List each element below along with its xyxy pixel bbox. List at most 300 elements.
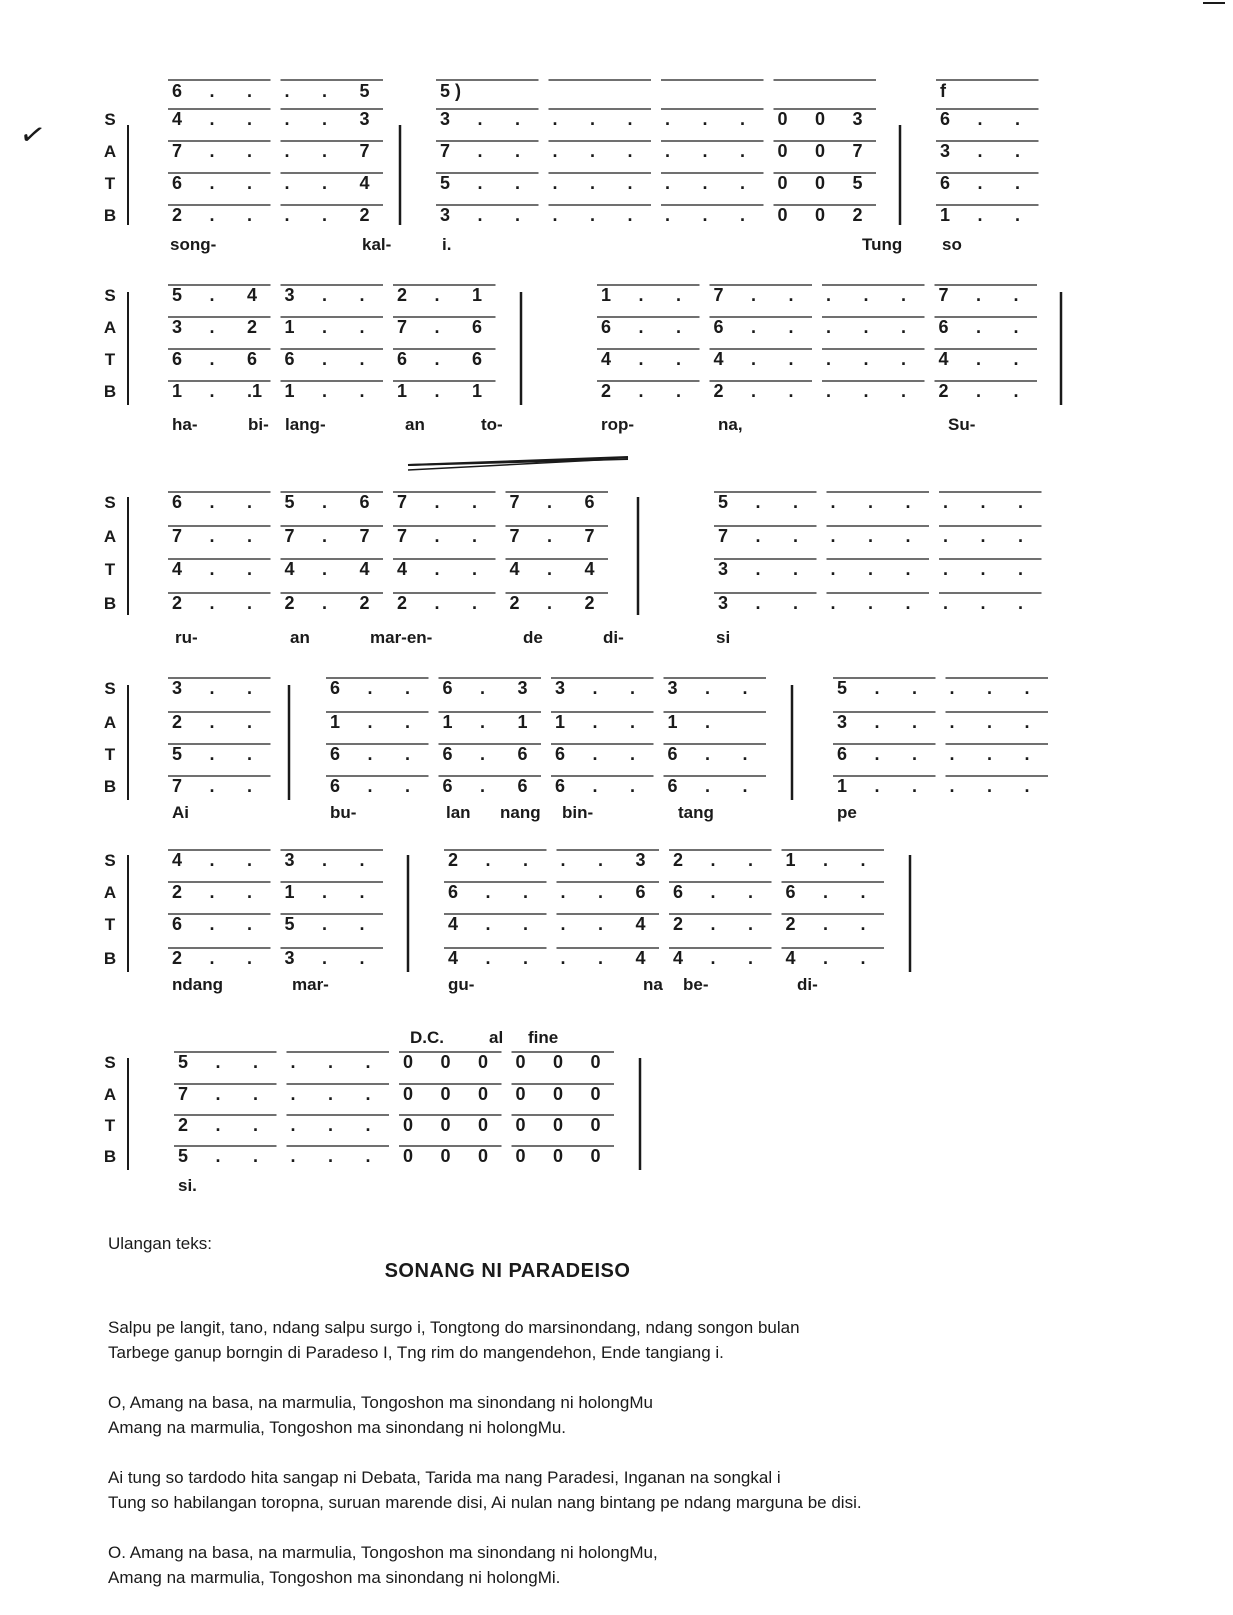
lyric-syllable: be- — [683, 975, 709, 994]
rest-dot: . — [209, 141, 215, 161]
note-b: 1 — [837, 776, 848, 796]
note-t: 4 — [359, 173, 370, 193]
rest-dot: . — [740, 141, 746, 161]
direction-text: al — [489, 1028, 504, 1047]
lyric-syllable: Tung — [862, 235, 903, 254]
rest-dot: . — [598, 914, 604, 934]
rest-dot: . — [247, 914, 253, 934]
note-b: 1 — [472, 381, 483, 401]
note-s: 6 — [584, 492, 595, 512]
rest-dot: . — [209, 526, 215, 546]
voice-label-b: B — [103, 594, 117, 613]
rest-dot: . — [863, 285, 869, 305]
rest-dot: . — [740, 173, 746, 193]
rest-dot: . — [290, 1146, 296, 1166]
rest-dot: . — [987, 744, 993, 764]
note-s: 3 — [852, 109, 863, 129]
rest-dot: . — [638, 349, 644, 369]
note-a: 0 — [478, 1084, 489, 1104]
rest-dot: . — [322, 81, 328, 101]
rest-dot: . — [322, 317, 328, 337]
rest-dot: . — [284, 81, 290, 101]
rest-dot: . — [793, 526, 799, 546]
rest-dot: . — [547, 492, 553, 512]
note-t: 5 — [172, 744, 183, 764]
rest-dot: . — [359, 882, 365, 902]
note-b: 2 — [359, 205, 370, 225]
voice-label-s: S — [104, 679, 116, 698]
lyric-syllable: ha- — [172, 415, 198, 434]
rest-dot: . — [560, 948, 566, 968]
rest-dot: . — [209, 744, 215, 764]
lyric-syllable: na, — [718, 415, 743, 434]
direction-text: fine — [528, 1028, 559, 1047]
rest-dot: . — [976, 317, 982, 337]
note-b: 3 — [718, 593, 729, 613]
note-t: 4 — [172, 559, 183, 579]
voice-label-t: T — [104, 350, 116, 369]
voice-label-s: S — [104, 110, 116, 129]
rest-dot: . — [359, 914, 365, 934]
rest-dot: . — [755, 492, 761, 512]
rest-dot: . — [676, 349, 682, 369]
rest-dot: . — [322, 285, 328, 305]
note-a: 3 — [172, 317, 183, 337]
rest-dot: . — [630, 678, 636, 698]
note-b: 1 — [284, 381, 295, 401]
lyric-syllable: lan — [446, 803, 471, 822]
rest-dot: . — [627, 205, 633, 225]
rest-dot: . — [1018, 559, 1024, 579]
note-t: 0 — [553, 1115, 564, 1135]
rest-dot: . — [1013, 317, 1019, 337]
rest-dot: . — [630, 776, 636, 796]
rest-dot: . — [405, 776, 411, 796]
note-t: 4 — [509, 559, 520, 579]
note-a: 6 — [713, 317, 724, 337]
note-s: 7 — [509, 492, 520, 512]
note-t: 4 — [397, 559, 408, 579]
rest-dot: . — [598, 882, 604, 902]
note-a: 6 — [673, 882, 684, 902]
rest-dot: . — [590, 109, 596, 129]
rest-dot: . — [322, 526, 328, 546]
note-b: 3 — [284, 948, 295, 968]
rest-dot: . — [284, 109, 290, 129]
lyric-syllable: si. — [178, 1176, 197, 1195]
rest-dot: . — [987, 712, 993, 732]
note-t: 6 — [172, 173, 183, 193]
rest-dot: . — [209, 205, 215, 225]
rest-dot: . — [638, 317, 644, 337]
rest-dot: . — [1024, 678, 1030, 698]
rest-dot: . — [472, 526, 478, 546]
rest-dot: . — [755, 593, 761, 613]
note-a: 0 — [553, 1084, 564, 1104]
rest-dot: . — [980, 492, 986, 512]
rest-dot: . — [830, 559, 836, 579]
voice-label-s: S — [104, 286, 116, 305]
note-top: 6 — [172, 81, 183, 101]
note-a: 6 — [635, 882, 646, 902]
rest-dot: . — [515, 205, 521, 225]
note-t: 3 — [718, 559, 729, 579]
note-s: 2 — [448, 850, 459, 870]
rest-dot: . — [1015, 141, 1021, 161]
rest-dot: . — [949, 712, 955, 732]
rest-dot: . — [788, 285, 794, 305]
rest-dot: . — [405, 678, 411, 698]
note-a: 2 — [172, 712, 183, 732]
rest-dot: . — [365, 1084, 371, 1104]
rest-dot: . — [322, 559, 328, 579]
lyric-syllable: song- — [170, 235, 217, 254]
stanza — [108, 1390, 1208, 1440]
rest-dot: . — [627, 109, 633, 129]
rest-dot: . — [515, 141, 521, 161]
rest-dot: . — [209, 317, 215, 337]
rest-dot: . — [209, 948, 215, 968]
note-t: 6 — [837, 744, 848, 764]
note-t: 6 — [330, 744, 341, 764]
note-a: 1 — [555, 712, 566, 732]
note-b: 2 — [359, 593, 370, 613]
note-t: 6 — [247, 349, 258, 369]
note-a: 1 — [284, 882, 295, 902]
note-a: 0 — [403, 1084, 414, 1104]
note-s: 1 — [472, 285, 483, 305]
note-b: 0 — [777, 205, 788, 225]
lyric-syllable: mar- — [292, 975, 329, 994]
note-a: 1 — [284, 317, 295, 337]
rest-dot: . — [560, 914, 566, 934]
note-b: 2 — [172, 948, 183, 968]
lyric-syllable: di- — [797, 975, 818, 994]
rest-dot: . — [751, 285, 757, 305]
rest-dot: . — [1015, 109, 1021, 129]
rest-dot: . — [247, 559, 253, 579]
rest-dot: . — [322, 593, 328, 613]
rest-dot: . — [480, 776, 486, 796]
rest-dot: . — [552, 173, 558, 193]
rest-dot: . — [328, 1052, 334, 1072]
rest-dot: . — [290, 1052, 296, 1072]
lyric-syllable: pe — [837, 803, 857, 822]
rest-dot: . — [367, 744, 373, 764]
rest-dot: . — [328, 1084, 334, 1104]
rest-dot: . — [247, 850, 253, 870]
rest-dot: . — [1018, 492, 1024, 512]
note-t: 0 — [478, 1115, 489, 1135]
lyric-syllable: kal- — [362, 235, 392, 254]
rest-dot: . — [209, 559, 215, 579]
rest-dot: . — [215, 1146, 221, 1166]
rest-dot: . — [751, 317, 757, 337]
voice-label-s: S — [104, 851, 116, 870]
rest-dot: . — [552, 205, 558, 225]
voice-label-b: B — [103, 777, 117, 796]
rest-dot: . — [247, 678, 253, 698]
lyric-syllable: bin- — [562, 803, 594, 822]
lyric-line: Salpu pe langit, tano, ndang salpu surgo i, Tongtong do marsinondang, ndang songon bulan — [108, 1318, 800, 1337]
note-s: 5 — [718, 492, 729, 512]
note-t: 6 — [172, 349, 183, 369]
note-s: 0 — [478, 1052, 489, 1072]
note-b: 2 — [601, 381, 612, 401]
rest-dot: . — [247, 81, 253, 101]
rest-dot: . — [980, 593, 986, 613]
lyric-syllable: lang- — [285, 415, 326, 434]
note-b: 4 — [448, 948, 459, 968]
rest-dot: . — [826, 317, 832, 337]
lyric-syllable: Su- — [948, 415, 976, 434]
note-s: 4 — [172, 109, 183, 129]
note-t: 4 — [635, 914, 646, 934]
rest-dot: . — [874, 744, 880, 764]
rest-dot: . — [630, 744, 636, 764]
rest-dot: . — [748, 914, 754, 934]
rest-dot: . — [367, 712, 373, 732]
rest-dot: . — [515, 173, 521, 193]
note-t: 6 — [940, 173, 951, 193]
voice-label-t: T — [104, 560, 116, 579]
rest-dot: . — [284, 141, 290, 161]
note-b: 1 — [940, 205, 951, 225]
rest-dot: . — [740, 109, 746, 129]
repeat-text-label: Ulangan teks: — [108, 1234, 212, 1253]
rest-dot: . — [1015, 205, 1021, 225]
note-t: 0 — [515, 1115, 526, 1135]
rest-dot: . — [485, 914, 491, 934]
rest-dot: . — [705, 712, 711, 732]
note-a: 0 — [515, 1084, 526, 1104]
note-b: 0 — [440, 1146, 451, 1166]
note-a: 6 — [785, 882, 796, 902]
note-a: 6 — [448, 882, 459, 902]
rest-dot: . — [740, 205, 746, 225]
lyric-syllable: ndang — [172, 975, 223, 994]
check-mark-icon: ✓ — [16, 116, 49, 155]
note-t: 2 — [785, 914, 796, 934]
rest-dot: . — [901, 285, 907, 305]
rest-dot: . — [638, 381, 644, 401]
lyric-syllable: de — [523, 628, 543, 647]
rest-dot: . — [523, 948, 529, 968]
rest-dot: . — [359, 317, 365, 337]
rest-dot: . — [751, 381, 757, 401]
lyric-syllable: ru- — [175, 628, 198, 647]
rest-dot: . — [638, 285, 644, 305]
rest-dot: . — [209, 776, 215, 796]
rest-dot: . — [627, 141, 633, 161]
rest-dot: . — [247, 141, 253, 161]
rest-dot: . — [359, 285, 365, 305]
rest-dot: . — [901, 381, 907, 401]
note-s: 4 — [247, 285, 258, 305]
note-a: 3 — [940, 141, 951, 161]
note-a: 2 — [247, 317, 258, 337]
note-b: 6 — [442, 776, 453, 796]
note-a: 0 — [440, 1084, 451, 1104]
rest-dot: . — [365, 1115, 371, 1135]
rest-dot: . — [748, 948, 754, 968]
rest-dot: . — [359, 349, 365, 369]
rest-dot: . — [253, 1115, 259, 1135]
rest-dot: . — [477, 109, 483, 129]
note-s: 0 — [777, 109, 788, 129]
note-s: 7 — [938, 285, 949, 305]
rest-dot: . — [247, 882, 253, 902]
rest-dot: . — [912, 678, 918, 698]
note-s: 3 — [284, 850, 295, 870]
rest-dot: . — [485, 948, 491, 968]
note-s: 3 — [359, 109, 370, 129]
rest-dot: . — [590, 141, 596, 161]
rest-dot: . — [1013, 349, 1019, 369]
note-s: 5 — [178, 1052, 189, 1072]
note-s: 0 — [553, 1052, 564, 1072]
note-t: 6 — [442, 744, 453, 764]
rest-dot: . — [215, 1084, 221, 1104]
rest-dot: . — [209, 678, 215, 698]
rest-dot: . — [472, 593, 478, 613]
rest-dot: . — [1024, 712, 1030, 732]
note-a: 7 — [718, 526, 729, 546]
rest-dot: . — [742, 678, 748, 698]
note-s: 3 — [284, 285, 295, 305]
rest-dot: . — [987, 776, 993, 796]
note-s: 3 — [555, 678, 566, 698]
rest-dot: . — [209, 850, 215, 870]
note-top: 5 — [359, 81, 370, 101]
rest-dot: . — [905, 492, 911, 512]
rest-dot: . — [209, 81, 215, 101]
voice-label-s: S — [104, 1053, 116, 1072]
lyric-line: Amang na marmulia, Tongoshon ma sinondang ni holongMu. — [108, 1418, 567, 1437]
rest-dot: . — [209, 914, 215, 934]
note-s: 0 — [403, 1052, 414, 1072]
note-b: 0 — [478, 1146, 489, 1166]
note-a: 6 — [938, 317, 949, 337]
rest-dot: . — [860, 914, 866, 934]
rest-dot: . — [322, 914, 328, 934]
note-t: 0 — [777, 173, 788, 193]
lyric-line: Amang na marmulia, Tongoshon ma sinondang ni holongMi. — [108, 1568, 561, 1587]
stanza — [108, 1540, 1208, 1590]
rest-dot: . — [209, 285, 215, 305]
rest-dot: . — [209, 173, 215, 193]
note-a: 7 — [397, 317, 408, 337]
rest-dot: . — [823, 914, 829, 934]
note-b: 6 — [555, 776, 566, 796]
note-a: 7 — [397, 526, 408, 546]
rest-dot: . — [830, 593, 836, 613]
rest-dot: . — [710, 882, 716, 902]
rest-dot: . — [751, 349, 757, 369]
rest-dot: . — [987, 678, 993, 698]
note-a: 7 — [172, 526, 183, 546]
rest-dot: . — [665, 173, 671, 193]
rest-dot: . — [322, 173, 328, 193]
note-a: 7 — [852, 141, 863, 161]
rest-dot: . — [560, 850, 566, 870]
note-a: 1 — [667, 712, 678, 732]
note-a: 7 — [584, 526, 595, 546]
rest-dot: . — [823, 850, 829, 870]
rest-dot: . — [247, 173, 253, 193]
rest-dot: . — [253, 1052, 259, 1072]
note-b: 2 — [938, 381, 949, 401]
note-b: 6 — [330, 776, 341, 796]
rest-dot: . — [328, 1115, 334, 1135]
rest-dot: . — [702, 141, 708, 161]
lyric-syllable: bu- — [330, 803, 357, 822]
rest-dot: . — [480, 744, 486, 764]
rest-dot: . — [1018, 593, 1024, 613]
note-t: 6 — [397, 349, 408, 369]
rest-dot: . — [560, 882, 566, 902]
note-t: 6 — [667, 744, 678, 764]
rest-dot: . — [949, 776, 955, 796]
rest-dot: . — [322, 882, 328, 902]
rest-dot: . — [515, 109, 521, 129]
note-t: 6 — [284, 349, 295, 369]
rest-dot: . — [434, 593, 440, 613]
rest-dot: . — [949, 678, 955, 698]
note-b: 2 — [584, 593, 595, 613]
rest-dot: . — [434, 381, 440, 401]
note-b: 2 — [172, 205, 183, 225]
note-top: 5 ) — [440, 81, 462, 101]
note-a: 0 — [777, 141, 788, 161]
note-s: 0 — [440, 1052, 451, 1072]
lyric-syllable: an — [405, 415, 425, 434]
rest-dot: . — [705, 776, 711, 796]
rest-dot: . — [434, 285, 440, 305]
voice-label-a: A — [103, 883, 117, 902]
voice-label-t: T — [104, 915, 116, 934]
note-a: 6 — [472, 317, 483, 337]
lyric-syllable: rop- — [601, 415, 635, 434]
note-a: 0 — [815, 141, 826, 161]
note-s: 6 — [359, 492, 370, 512]
note-s: 4 — [172, 850, 183, 870]
lyrics-block — [108, 1315, 1208, 1615]
rest-dot: . — [630, 712, 636, 732]
rest-dot: . — [472, 559, 478, 579]
note-b: 4 — [673, 948, 684, 968]
rest-dot: . — [209, 349, 215, 369]
rest-dot: . — [742, 776, 748, 796]
rest-dot: . — [860, 948, 866, 968]
rest-dot: . — [943, 526, 949, 546]
voice-label-a: A — [103, 713, 117, 732]
note-s: 5 — [837, 678, 848, 698]
note-a: 1 — [330, 712, 341, 732]
rest-dot: . — [209, 492, 215, 512]
rest-dot: . — [823, 948, 829, 968]
lyric-syllable: to- — [481, 415, 503, 434]
rest-dot: . — [1015, 173, 1021, 193]
rest-dot: . — [367, 776, 373, 796]
rest-dot: . — [322, 141, 328, 161]
note-s: 3 — [635, 850, 646, 870]
rest-dot: . — [253, 1084, 259, 1104]
note-s: 0 — [815, 109, 826, 129]
rest-dot: . — [434, 349, 440, 369]
rest-dot: . — [434, 526, 440, 546]
rest-dot: . — [976, 285, 982, 305]
